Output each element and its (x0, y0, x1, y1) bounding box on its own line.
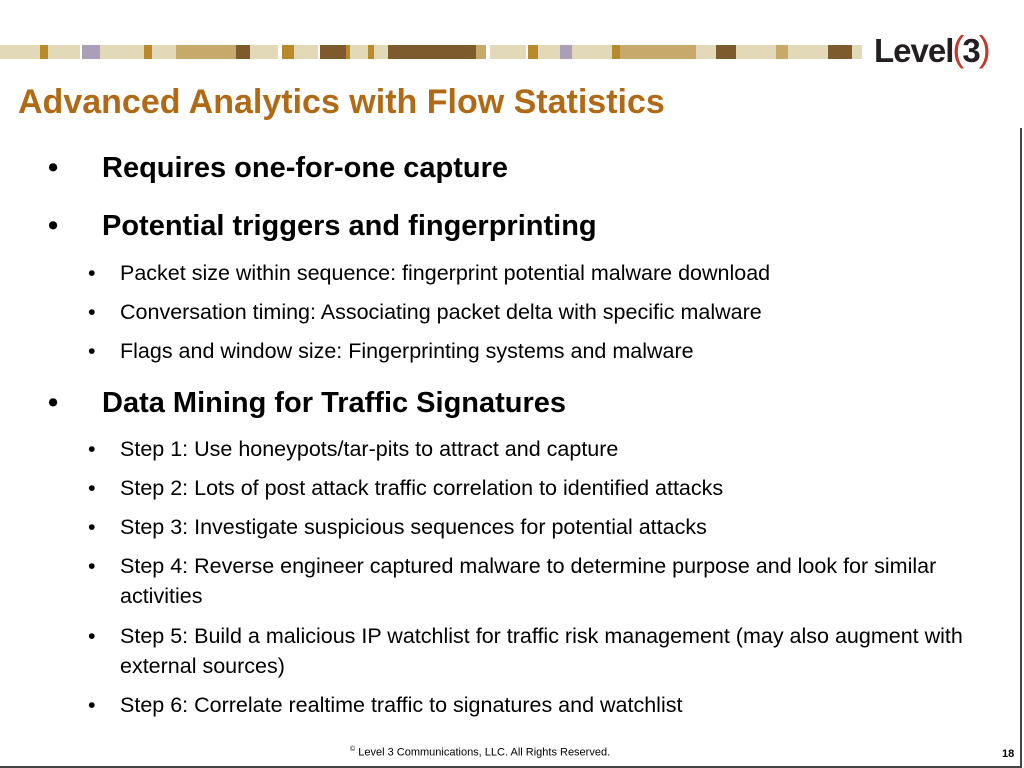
footer-copyright (350, 746, 610, 759)
logo-paren-open: ( (952, 28, 964, 69)
bullet-text: Data Mining for Traffic Signatures (102, 387, 567, 419)
bullet-icon: • (88, 554, 96, 578)
stripe-segment (560, 45, 572, 59)
stripe-segment (476, 45, 486, 59)
stripe-segment (538, 45, 560, 59)
bullet-icon: • (88, 476, 96, 500)
stripe-segment (236, 45, 250, 59)
bullet-icon: • (48, 210, 59, 242)
stripe-segment (736, 45, 776, 59)
slide-title: Advanced Analytics with Flow Statistics (18, 83, 665, 121)
stripe-segment (572, 45, 612, 59)
bullet-icon: • (88, 300, 96, 324)
logo-number: 3 (962, 32, 980, 69)
stripe-segment (828, 45, 852, 59)
bullet-text: Packet size within sequence: fingerprint potential malware download (120, 261, 771, 285)
level3-logo (874, 28, 990, 69)
stripe-segment (82, 45, 100, 59)
bullet-icon: • (88, 339, 96, 363)
copyright-text: Level 3 Communications, LLC. All Rights Reserved. (358, 746, 611, 759)
stripe-segment (40, 45, 48, 59)
bullet-text: Step 2: Lots of post attack traffic correlation to identified attacks (120, 476, 724, 500)
bullet-text: Step 6: Correlate realtime traffic to signatures and watchlist (120, 693, 683, 717)
bullet-icon: • (88, 624, 96, 648)
header-color-stripe (0, 45, 862, 59)
bullet-icon: • (88, 693, 96, 717)
bullet-text: Step 5: Build a malicious IP watchlist for traffic risk management (may also augment with external sources) (120, 624, 963, 678)
page-number: 18 (1002, 748, 1015, 760)
stripe-segment (490, 45, 526, 59)
stripe-segment (294, 45, 318, 59)
stripe-segment (100, 45, 144, 59)
bullet-icon: • (88, 437, 96, 461)
stripe-segment (282, 45, 294, 59)
bullet-icon: • (88, 261, 96, 285)
bullet-icon: • (48, 387, 59, 419)
bullet-icon: • (48, 152, 59, 184)
bullet-text: Step 1: Use honeypots/tar-pits to attract and capture (120, 437, 619, 461)
bullet-text: Conversation timing: Associating packet delta with specific malware (120, 300, 762, 324)
stripe-segment (612, 45, 620, 59)
stripe-segment (48, 45, 80, 59)
stripe-segment (176, 45, 236, 59)
stripe-segment (776, 45, 788, 59)
stripe-segment (528, 45, 538, 59)
stripe-segment (320, 45, 346, 59)
bullet-text: Flags and window size: Fingerprinting systems and malware (120, 339, 694, 363)
bullet-text: Step 3: Investigate suspicious sequences for potential attacks (120, 515, 707, 539)
stripe-segment (716, 45, 736, 59)
stripe-segment (144, 45, 152, 59)
bullet-text: Requires one-for-one capture (102, 152, 509, 184)
bullet-text: Potential triggers and fingerprinting (102, 210, 597, 242)
stripe-segment (250, 45, 278, 59)
stripe-segment (620, 45, 696, 59)
stripe-segment (374, 45, 388, 59)
bullet-text: Step 4: Reverse engineer captured malware to determine purpose and look for similar activities (120, 554, 937, 608)
stripe-segment (852, 45, 862, 59)
logo-paren-close: ) (978, 28, 990, 69)
stripe-segment (152, 45, 176, 59)
logo-word: Level (874, 32, 954, 69)
copyright-symbol: © (350, 746, 356, 753)
stripe-segment (696, 45, 716, 59)
stripe-segment (0, 45, 40, 59)
stripe-segment (350, 45, 368, 59)
bullet-icon: • (88, 515, 96, 539)
stripe-segment (388, 45, 480, 59)
